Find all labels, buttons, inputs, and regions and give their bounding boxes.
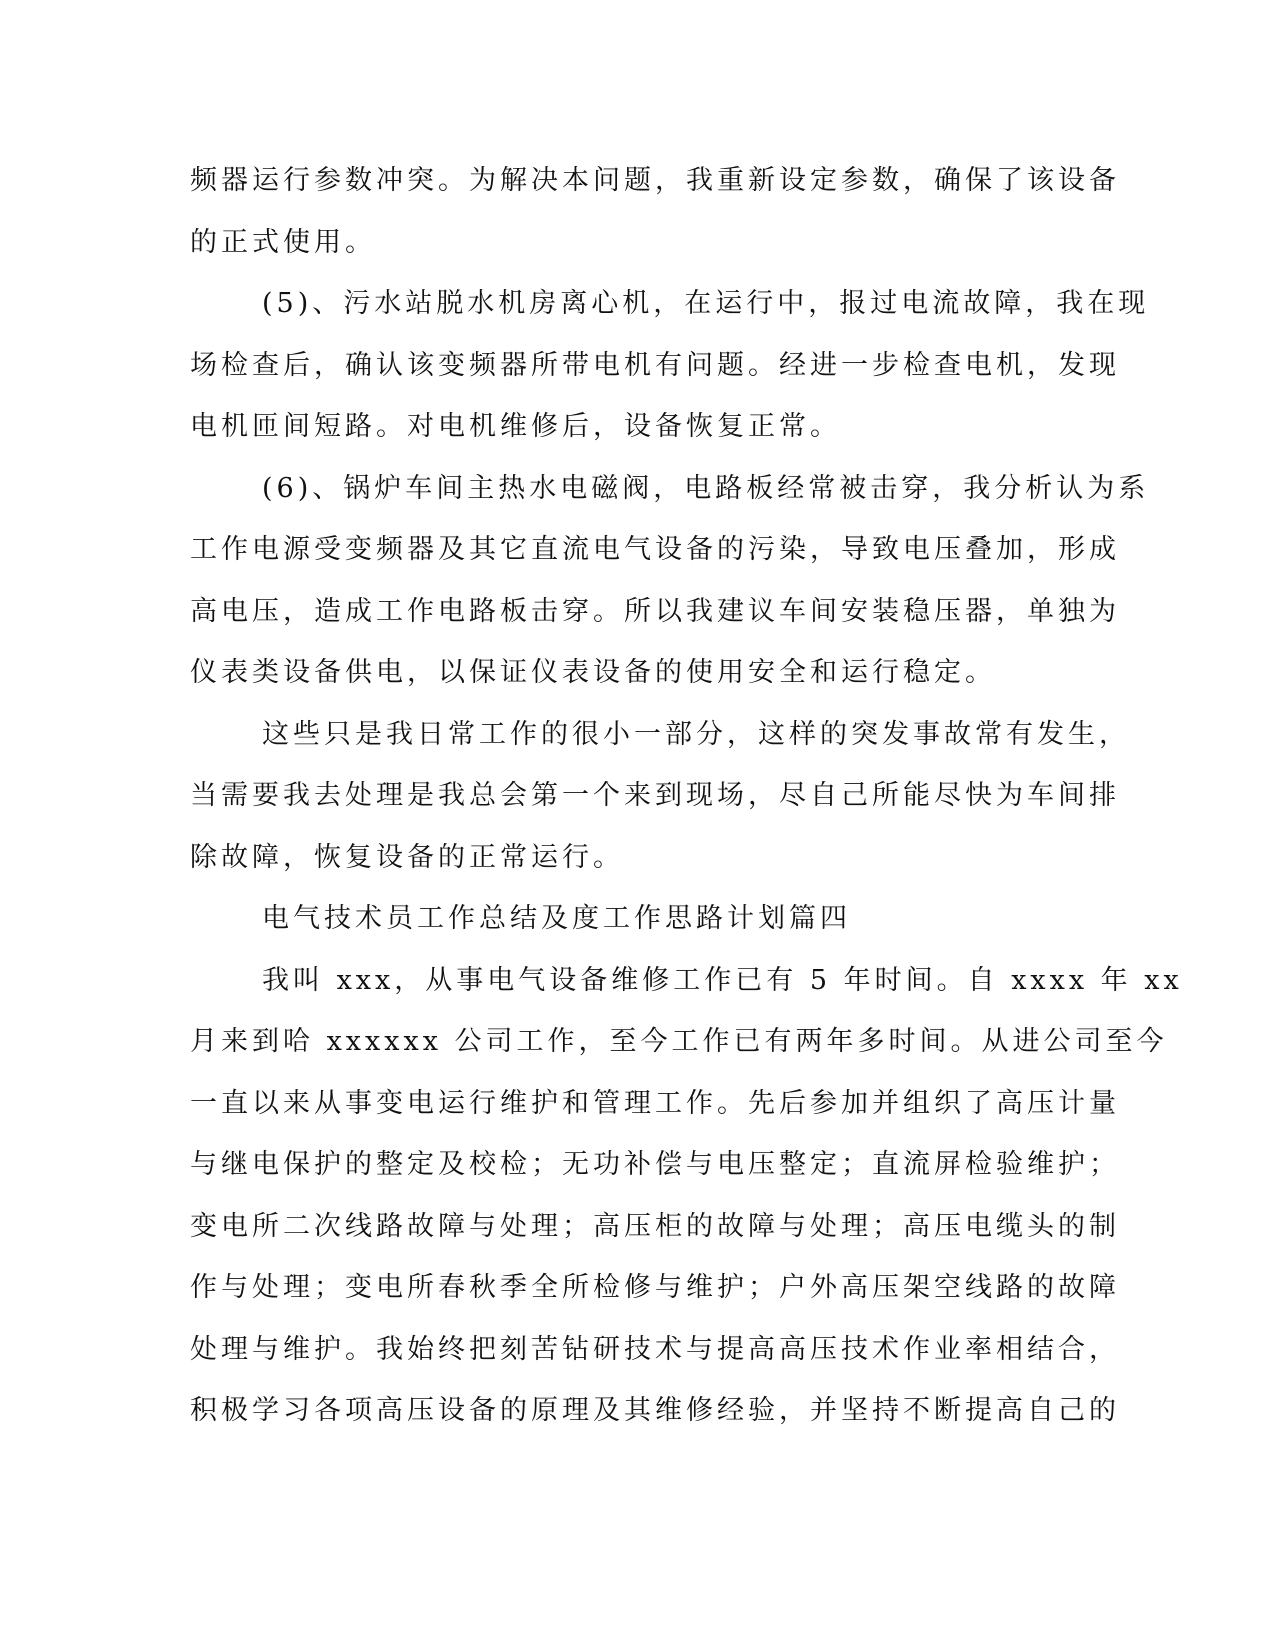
paragraph-start-line: (6)、锅炉车间主热水电磁阀，电路板经常被击穿，我分析认为系: [262, 472, 1150, 504]
text-line: 处理与维护。我始终把刻苦钻研技术与提高高压技术作业率相结合，: [190, 1333, 1120, 1365]
text-line: 高电压，造成工作电路板击穿。所以我建议车间安装稳压器，单独为: [190, 595, 1120, 627]
text-line: 一直以来从事变电运行维护和管理工作。先后参加并组织了高压计量: [190, 1087, 1120, 1119]
text-line: 场检查后，确认该变频器所带电机有问题。经进一步检查电机，发现: [190, 349, 1120, 381]
text-line: 与继电保护的整定及校检；无功补偿与电压整定；直流屏检验维护；: [190, 1149, 1120, 1180]
text-line: 积极学习各项高压设备的原理及其维修经验，并坚持不断提高自己的: [190, 1395, 1120, 1426]
section-heading: 电气技术员工作总结及度工作思路计划篇四: [262, 903, 851, 934]
text-line: 月来到哈 xxxxxx 公司工作，至今工作已有两年多时间。从进公司至今: [190, 1026, 1168, 1057]
paragraph-start-line: 我叫 xxx，从事电气设备维修工作已有 5 年时间。自 xxxx 年 xx: [262, 964, 1183, 996]
text-line: 仪表类设备供电，以保证仪表设备的使用安全和运行稳定。: [190, 657, 996, 688]
text-line: 变电所二次线路故障与处理；高压柜的故障与处理；高压电缆头的制: [190, 1210, 1120, 1242]
paragraph-start-line: (5)、污水站脱水机房离心机，在运行中，报过电流故障，我在现: [262, 288, 1150, 319]
text-line: 除故障，恢复设备的正常运行。: [190, 841, 624, 873]
document-body: [190, 165, 1183, 1458]
text-line: 工作电源受变频器及其它直流电气设备的污染，导致电压叠加，形成: [190, 534, 1120, 565]
text-line: 的正式使用。: [190, 226, 376, 258]
text-line: 频器运行参数冲突。为解决本问题，我重新设定参数，确保了该设备: [190, 165, 1120, 196]
text-line: 电机匝间短路。对电机维修后，设备恢复正常。: [190, 411, 841, 442]
text-line: 当需要我去处理是我总会第一个来到现场，尽自己所能尽快为车间排: [190, 780, 1120, 811]
paragraph-start-line: 这些只是我日常工作的很小一部分，这样的突发事故常有发生，: [262, 718, 1130, 750]
text-line: 作与处理；变电所春秋季全所检修与维护；户外高压架空线路的故障: [190, 1272, 1120, 1303]
